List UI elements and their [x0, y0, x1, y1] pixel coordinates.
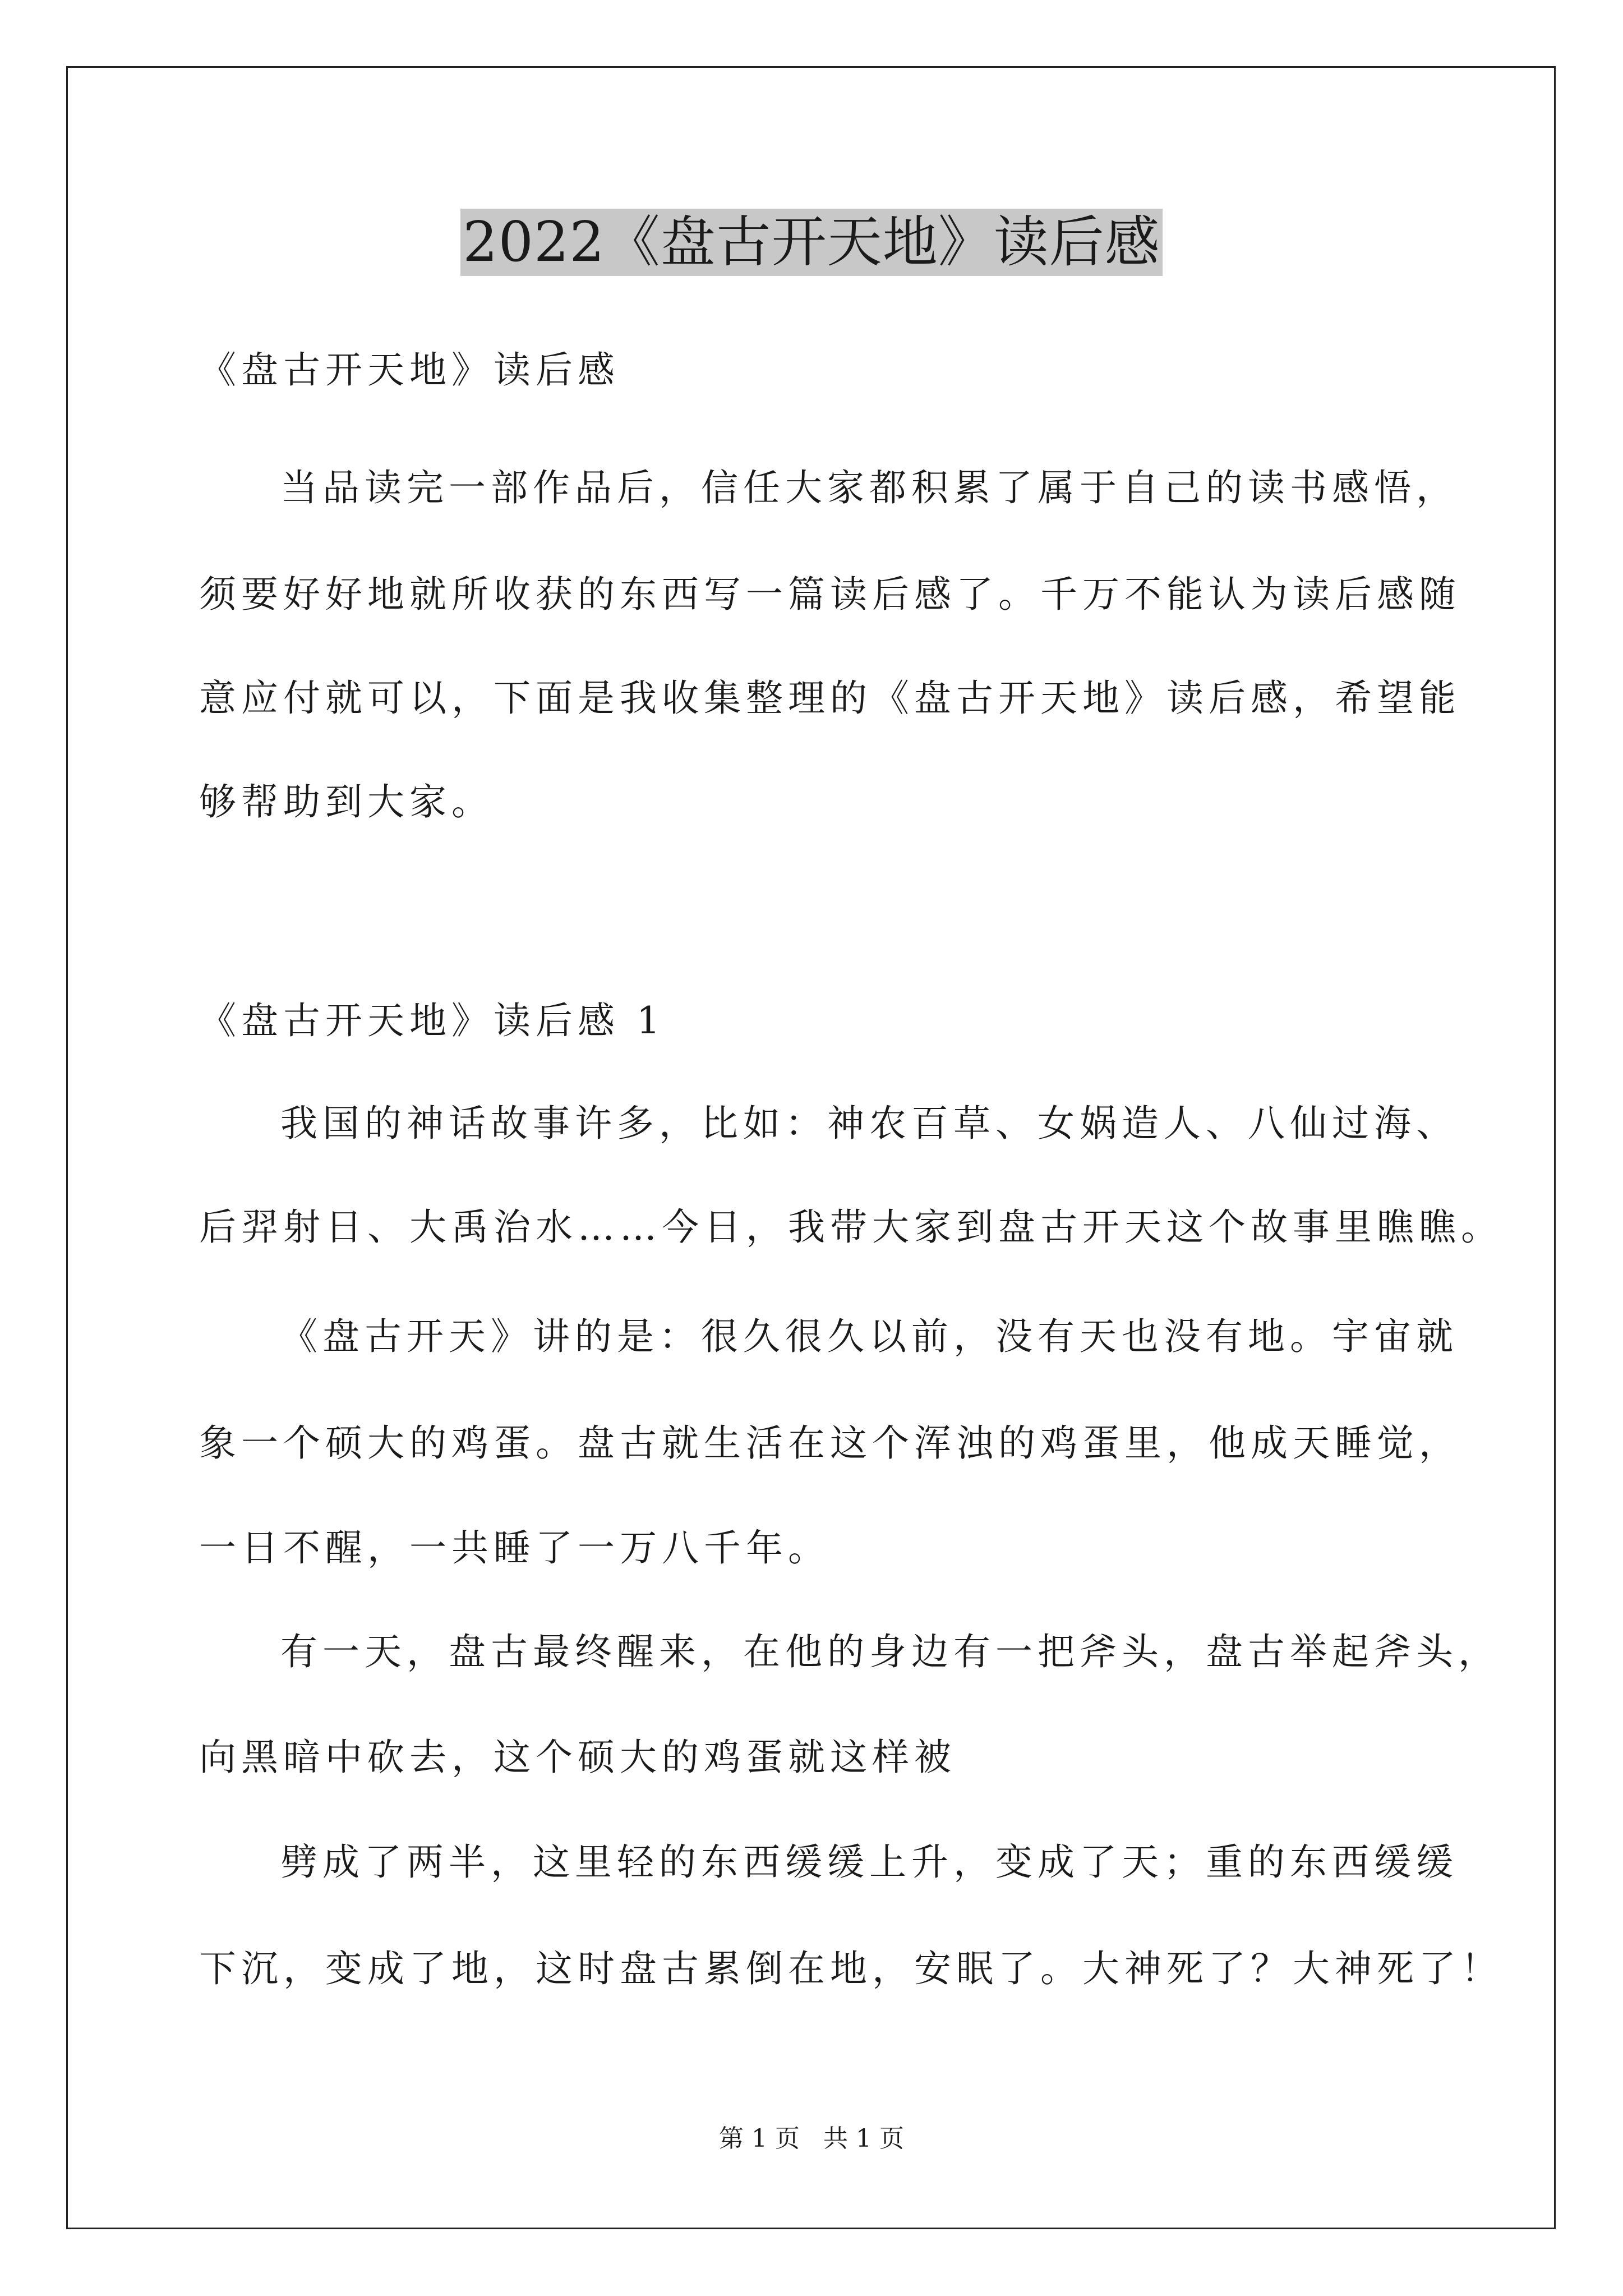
- section-heading: 《盘古开天地》读后感 1: [199, 999, 665, 1042]
- paragraph-line: 当品读完一部作品后，信任大家都积累了属于自己的读书感悟，: [280, 466, 1458, 509]
- paragraph-line: 《盘古开天》讲的是：很久很久以前，没有天也没有地。宇宙就: [280, 1315, 1458, 1358]
- paragraph-line: 有一天，盘古最终醒来，在他的身边有一把斧头，盘古举起斧头，: [280, 1630, 1500, 1673]
- title-container: [0, 209, 1623, 276]
- paragraph-line: 一日不醒，一共睡了一万八千年。: [199, 1526, 830, 1570]
- intro-heading: 《盘古开天地》读后感: [199, 348, 620, 392]
- paragraph-line: 象一个硕大的鸡蛋。盘古就生活在这个浑浊的鸡蛋里，他成天睡觉，: [199, 1421, 1461, 1465]
- paragraph-line: 向黑暗中砍去，这个硕大的鸡蛋就这样被: [199, 1736, 956, 1779]
- document-title: 2022《盘古开天地》读后感: [460, 209, 1162, 276]
- paragraph-line: 我国的神话故事许多，比如：神农百草、女娲造人、八仙过海、: [280, 1102, 1458, 1145]
- paragraph-line: 意应付就可以，下面是我收集整理的《盘古开天地》读后感，希望能: [199, 677, 1461, 720]
- page-footer: 第 1 页 共 1 页: [719, 2124, 904, 2153]
- paragraph-line: 够帮助到大家。: [199, 780, 494, 823]
- paragraph-line: 下沉，变成了地，这时盘古累倒在地，安眠了。大神死了？大神死了！: [199, 1947, 1503, 1990]
- paragraph-line: 后羿射日、大禹治水……今日，我带大家到盘古开天这个故事里瞧瞧。: [199, 1205, 1503, 1249]
- paragraph-line: 须要好好地就所收获的东西写一篇读后感了。千万不能认为读后感随: [199, 573, 1461, 616]
- paragraph-line: 劈成了两半，这里轻的东西缓缓上升，变成了天；重的东西缓缓: [280, 1841, 1458, 1884]
